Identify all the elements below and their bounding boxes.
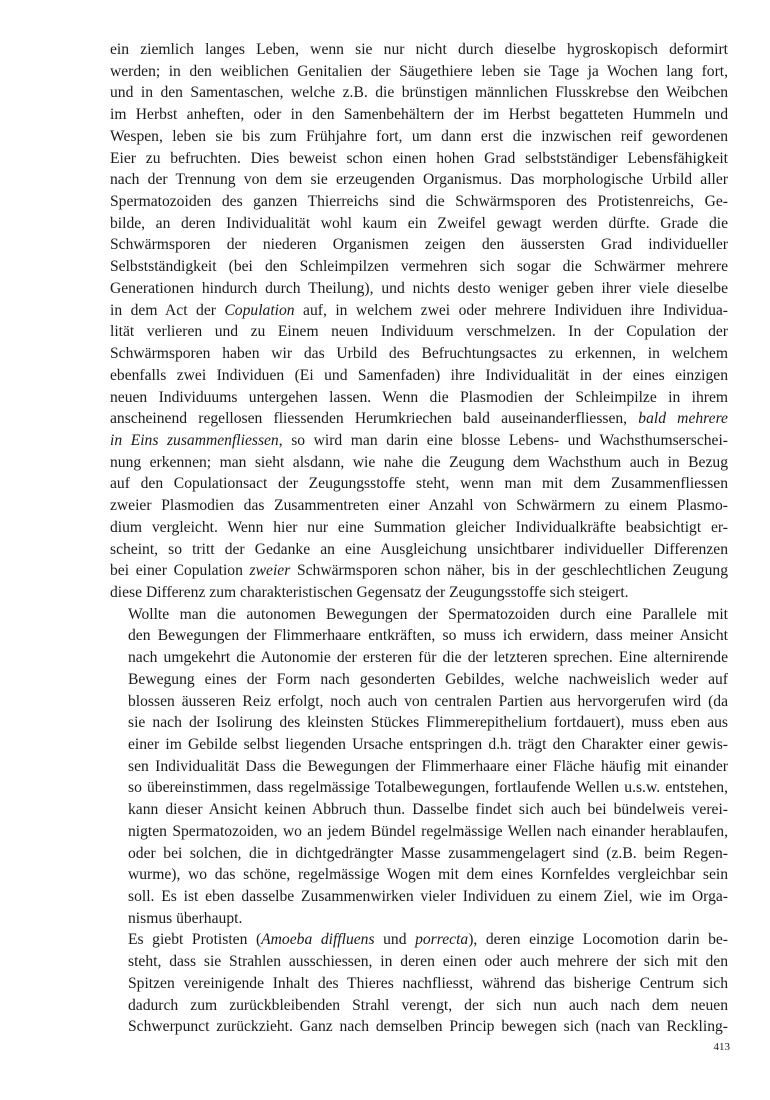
text-line: Wespen, leben sie bis zum Frühjahre fort, um dann erst die inzwischen reif gewordenen	[110, 127, 728, 145]
text-line: einer im Gebilde selbst liegenden Ursache entspringen d.h. trägt den Charakter einer gewis-	[128, 736, 728, 753]
text-line: und in den Samentaschen, welche z.B. die brünstigen männlichen Flusskrebse den Weibchen	[110, 84, 728, 102]
text-line: kann dieser Ansicht keinen Abbruch thun. Dasselbe findet sich auch bei bündelweis verei-	[128, 801, 728, 819]
text-line: sen Individualität Dass die Bewegungen der Flimmerhaare einer Fläche häufig mit einander	[128, 757, 728, 775]
text-line: Schwärmsporen der niederen Organismen zeigen den äussersten Grad individueller	[110, 236, 728, 254]
text-line: werden; in den weiblichen Genitalien der Säugethiere leben sie Tage ja Wochen lang fort,	[110, 62, 728, 80]
text-line: nach umgekehrt die Autonomie der ersteren für die der letzteren sprechen. Eine alternirende	[128, 649, 728, 667]
paragraph-3	[110, 929, 728, 1038]
text-line: bilde, an deren Individualität wohl kaum ein Zweifel gewagt werden dürfte. Grade die	[110, 214, 728, 232]
text-line: nung erkennen; man sieht alsdann, wie nahe die Zeugung dem Wachsthum auch in Bezug	[110, 453, 728, 471]
text-line: neuen Individuums untergehen lassen. Wenn die Plasmodien der Schleimpilze in ihrem	[110, 388, 728, 406]
text-line: Selbstständigkeit (bei den Schleimpilzen vermehren sich sogar die Schwärmer mehrere	[110, 258, 728, 276]
text-line: den Bewegungen der Flimmerhaare entkräften, so muss ich erwidern, dass meiner Ansicht	[128, 627, 728, 645]
text-line: dium vergleicht. Wenn hier nur eine Summation gleicher Individualkräfte beabsichtigt er-	[110, 518, 728, 536]
text-line: nismus überhaupt.	[128, 909, 243, 927]
text-line: Generationen hindurch durch Theilung), und nichts desto weniger geben ihrer viele dieselbe	[110, 279, 728, 297]
text-line: ebenfalls zwei Individuen (Ei und Samenfaden) ihre Individualität in der eines einzigen	[110, 366, 728, 384]
page-number: 413	[713, 1041, 730, 1053]
text-line: Wollte man die autonomen Bewegungen der Spermatozoiden durch eine Parallele mit	[128, 605, 728, 623]
text-line: bei einer Copulation zweier Schwärmsporen schon näher, bis in der geschlechtlichen Zeugung	[110, 562, 728, 580]
paragraph-1	[110, 39, 728, 604]
text-line: blossen äusseren Reiz erfolgt, noch auch von centralen Partien aus hervorgerufen wird (da	[128, 692, 728, 710]
italic-text: Copulation	[224, 301, 295, 319]
text-line: lität verlieren und zu Einem neuen Individuum verschmelzen. In der Copulation der	[110, 323, 728, 341]
text-line: dadurch zum zurückbleibenden Strahl verengt, der sich nun auch nach dem neuen	[128, 996, 728, 1014]
text-line: Schwärmsporen haben wir das Urbild des Befruchtungsactes zu erkennen, in welchem	[110, 345, 728, 363]
text-line: Bewegung eines der Form nach gesonderten Gebildes, welche nachweislich weder auf	[128, 670, 728, 688]
italic-text: porrecta	[415, 931, 469, 949]
text-line: oder bei solchen, die in dichtgedrängter Masse zusammengelagert sind (z.B. beim Regen-	[128, 844, 728, 862]
text-line: in Eins zusammenfliessen, so wird man darin eine blosse Lebens- und Wachsthumserschei-	[110, 431, 728, 449]
text-line: scheint, so tritt der Gedanke an eine Ausgleichung unsichtbarer individueller Differenzen	[110, 540, 728, 558]
text-line: in dem Act der Copulation auf, in welchem zwei oder mehrere Individuen ihre Individua-	[110, 301, 728, 319]
italic-text: in Eins zusammenfliessen	[110, 431, 279, 449]
text-line: Schwerpunct zurückzieht. Ganz nach demselben Princip bewegen sich (nach van Reckling-	[128, 1018, 728, 1036]
text-line: soll. Es ist eben dasselbe Zusammenwirken vieler Individuen zu einem Ziel, wie im Orga-	[128, 888, 728, 906]
text-line: Spermatozoiden des ganzen Thierreichs sind die Schwärmsporen des Protistenreichs, Ge-	[110, 193, 728, 211]
text-line: wurme), wo das schöne, regelmässige Wogen mit dem eines Kornfeldes vergleichbar sein	[128, 866, 728, 884]
text-line: sie nach der Isolirung des kleinsten Stückes Flimmerepithelium fortdauert), muss eben aus	[128, 714, 728, 732]
text-line: im Herbst anheften, oder in den Samenbehältern der im Herbst begatteten Hummeln und	[110, 106, 728, 124]
text-line: so übereinstimmen, dass regelmässige Totalbewegungen, fortlaufende Wellen u.s.w. entstehen,	[128, 779, 728, 797]
text-line: nigten Spermatozoiden, wo an jedem Bündel regelmässige Wellen nach einander herablaufen,	[128, 822, 728, 840]
page-body	[110, 39, 728, 1038]
text-line: nach der Trennung von dem sie erzeugenden Organismus. Das morphologische Urbild aller	[110, 171, 728, 189]
text-line: auf den Copulationsact der Zeugungsstoffe steht, wenn man mit dem Zusammenfliessen	[110, 475, 728, 493]
text-line: zweier Plasmodien das Zusammentreten einer Anzahl von Schwärmern zu einem Plasmo-	[110, 497, 728, 515]
italic-text: zweier	[249, 562, 291, 580]
text-line: steht, dass sie Strahlen ausschiessen, in deren einen oder auch mehrere der sich mit den	[128, 953, 728, 971]
paragraph-2	[110, 604, 728, 930]
text-line: Eier zu befruchten. Dies beweist schon einen hohen Grad selbstständiger Lebensfähigkeit	[110, 149, 728, 167]
text-line: ein ziemlich langes Leben, wenn sie nur nicht durch dieselbe hygroskopisch deformirt	[110, 41, 728, 58]
text-line: anscheinend regellosen fliessenden Herumkriechen bald auseinanderfliessen, bald mehrere	[110, 410, 728, 428]
italic-text: bald mehrere	[638, 410, 728, 428]
text-line: Es giebt Protisten (Amoeba diffluens und porrecta), deren einzige Locomotion darin be-	[128, 931, 728, 949]
text-line: Spitzen vereinigende Inhalt des Thieres nachfliesst, während das bisherige Centrum sich	[128, 974, 728, 992]
text-line: diese Differenz zum charakteristischen Gegensatz der Zeugungsstoffe sich steigert.	[110, 583, 629, 601]
italic-text: Amoeba diffluens	[261, 931, 375, 949]
